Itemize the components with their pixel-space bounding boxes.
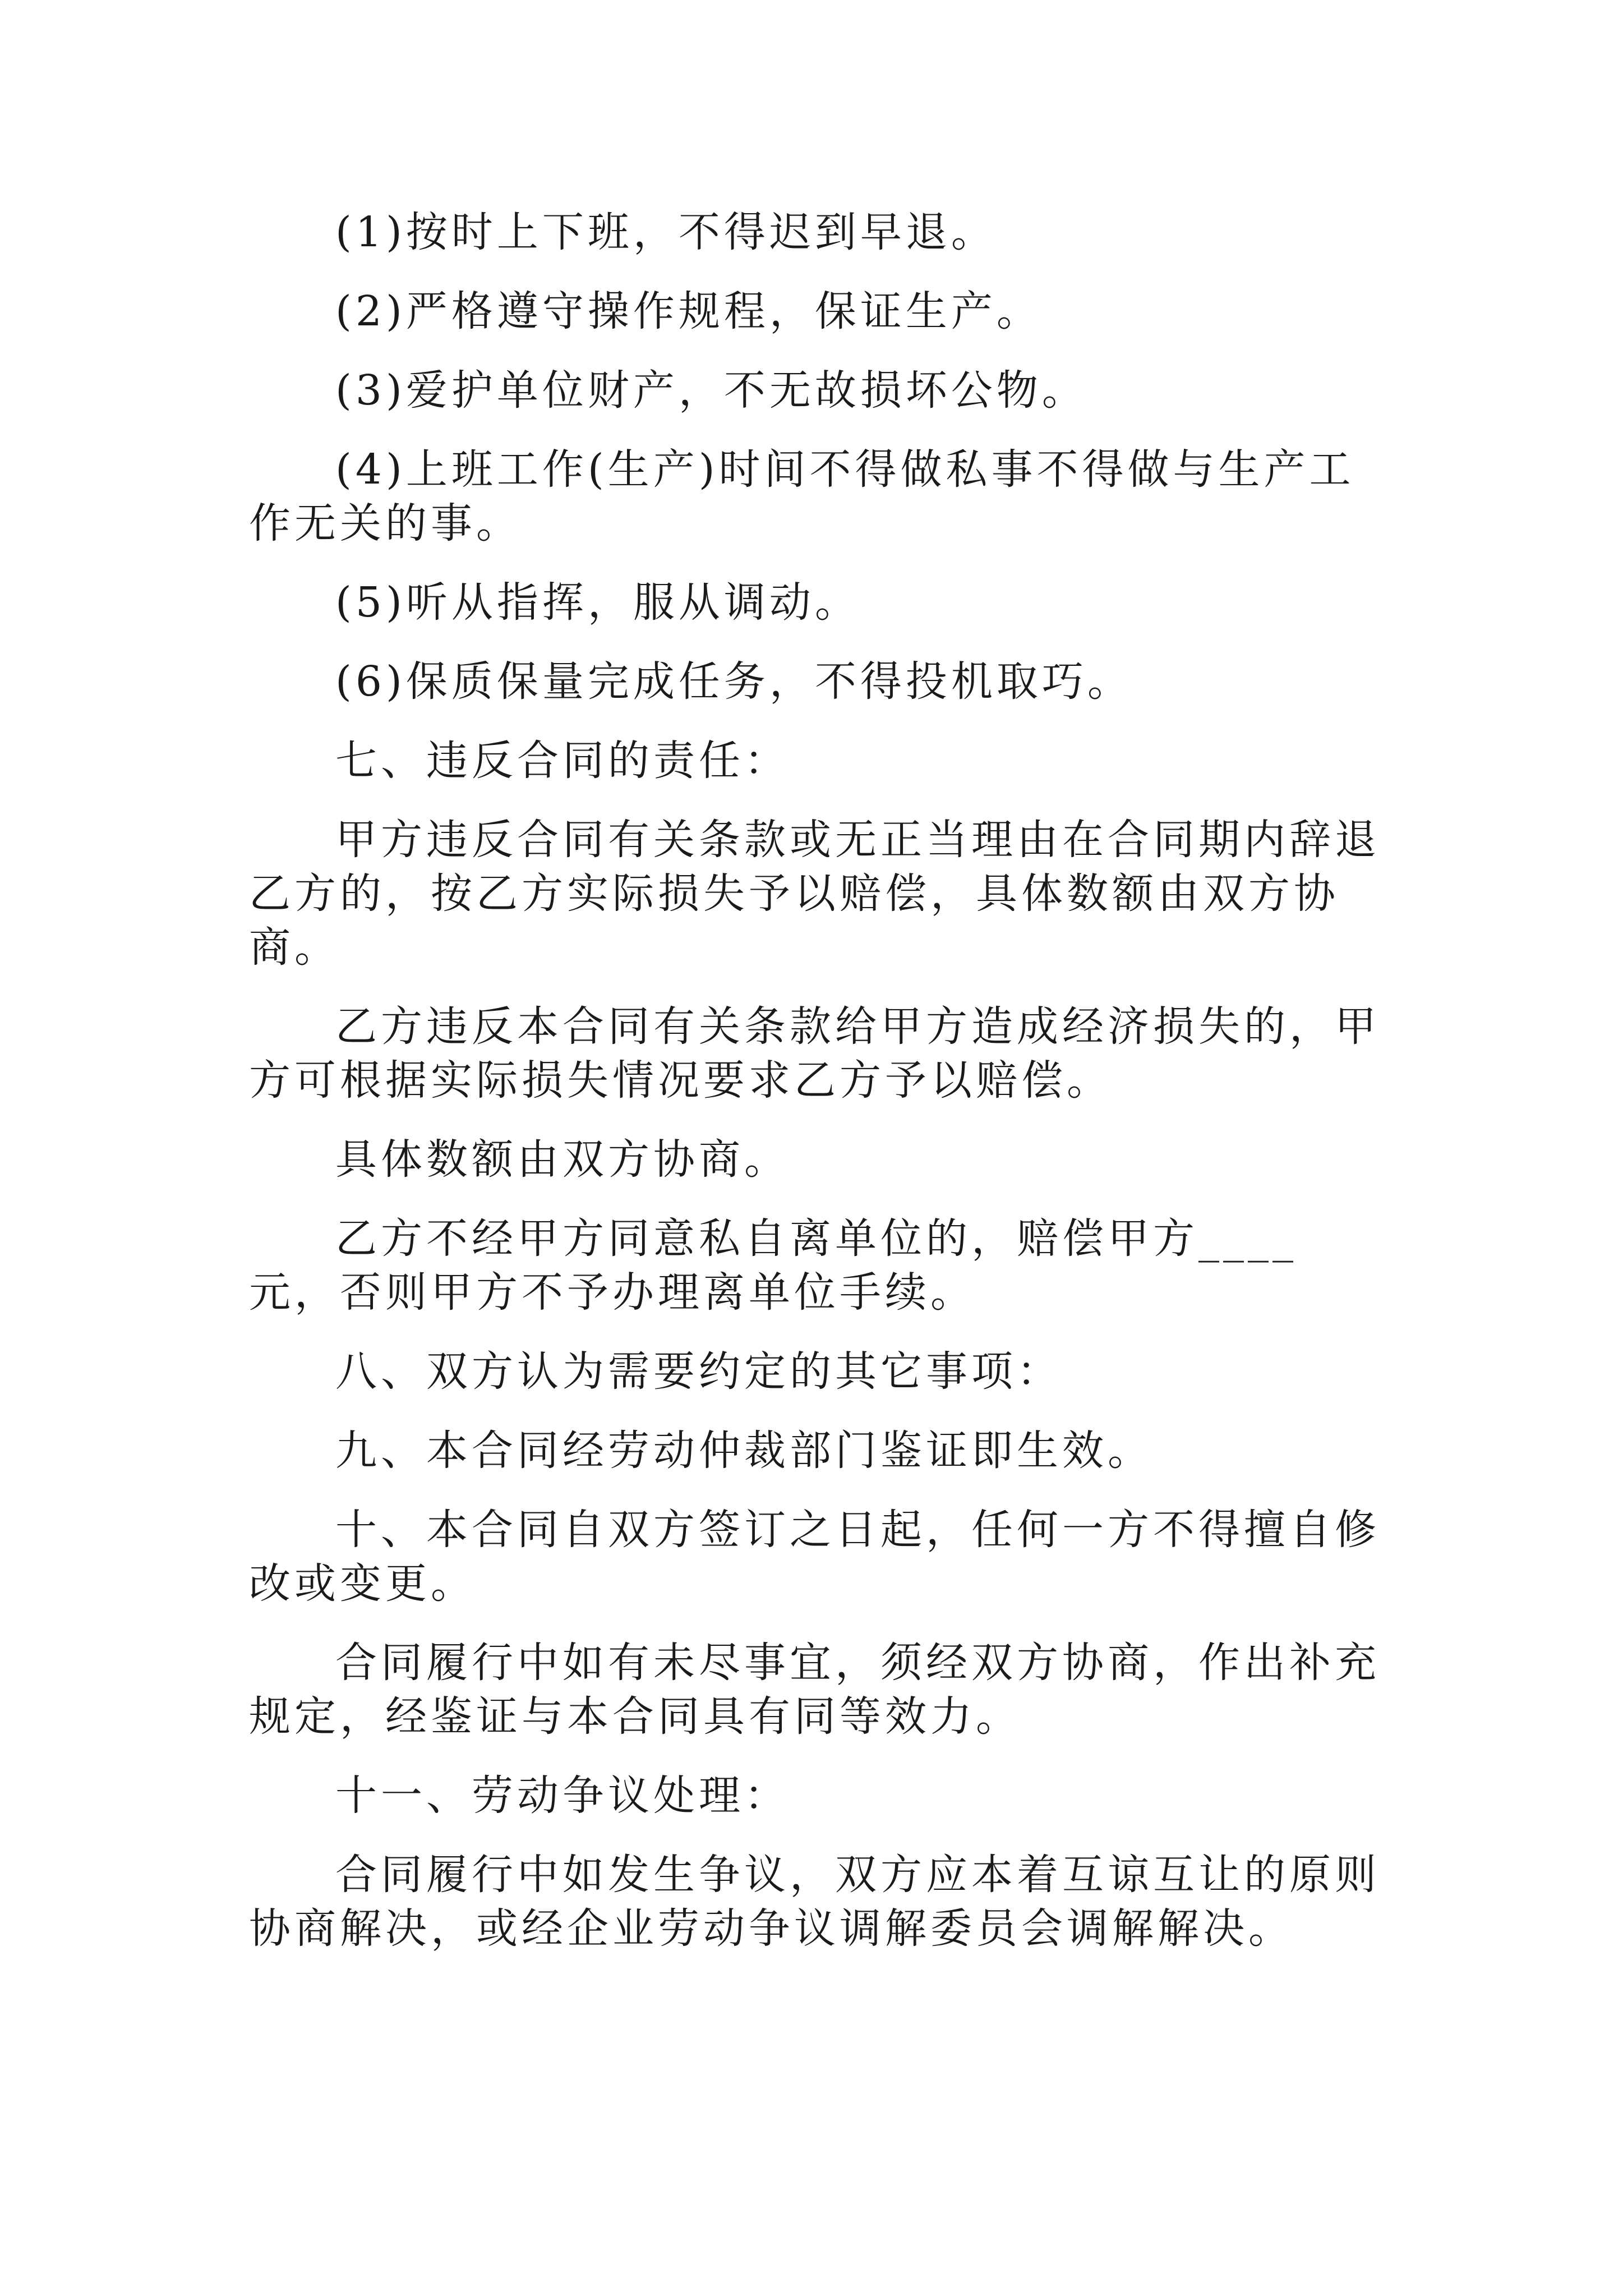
- paragraph-supplementary-terms: 合同履行中如有未尽事宜，须经双方协商，作出补充规定，经鉴证与本合同具有同等效力。: [249, 1639, 1380, 1741]
- paragraph-unauthorized-leave: 乙方不经甲方同意私自离单位的，赔偿甲方____元，否则甲方不予办理离单位手续。: [249, 1214, 1297, 1317]
- paragraph-rule-3: (3)爱护单位财产，不无故损坏公物。: [335, 366, 1087, 415]
- section-heading-other-matters: 八、双方认为需要约定的其它事项：: [335, 1347, 1062, 1396]
- section-heading-effective-date: 十、本合同自双方签订之日起，任何一方不得擅自修改或变更。: [249, 1506, 1380, 1608]
- paragraph-dispute-resolution: 合同履行中如发生争议，双方应本着互谅互让的原则协商解决，或经企业劳动争议调解委员会调解解决。: [249, 1851, 1380, 1953]
- paragraph-rule-2: (2)严格遵守操作规程，保证生产。: [335, 287, 1042, 335]
- paragraph-rule-1: (1)按时上下班，不得迟到早退。: [335, 208, 997, 256]
- paragraph-rule-5: (5)听从指挥，服从调动。: [335, 578, 860, 627]
- document-body: [249, 205, 1387, 1981]
- paragraph-party-b-breach: 乙方违反本合同有关条款给甲方造成经济损失的，甲方可根据实际损失情况要求乙方予以赔偿。: [249, 1002, 1380, 1105]
- paragraph-rule-4: (4)上班工作(生产)时间不得做私事不得做与生产工作无关的事。: [249, 445, 1355, 547]
- paragraph-party-a-breach: 甲方违反合同有关条款或无正当理由在合同期内辞退乙方的，按乙方实际损失予以赔偿，具体数额由双方协商。: [249, 816, 1380, 972]
- paragraph-amount-negotiation: 具体数额由双方协商。: [335, 1135, 790, 1184]
- section-heading-breach: 七、违反合同的责任：: [335, 737, 790, 785]
- paragraph-rule-6: (6)保质保量完成任务，不得投机取巧。: [335, 657, 1133, 706]
- section-heading-validation: 九、本合同经劳动仲裁部门鉴证即生效。: [335, 1427, 1153, 1475]
- section-heading-dispute: 十一、劳动争议处理：: [335, 1772, 790, 1820]
